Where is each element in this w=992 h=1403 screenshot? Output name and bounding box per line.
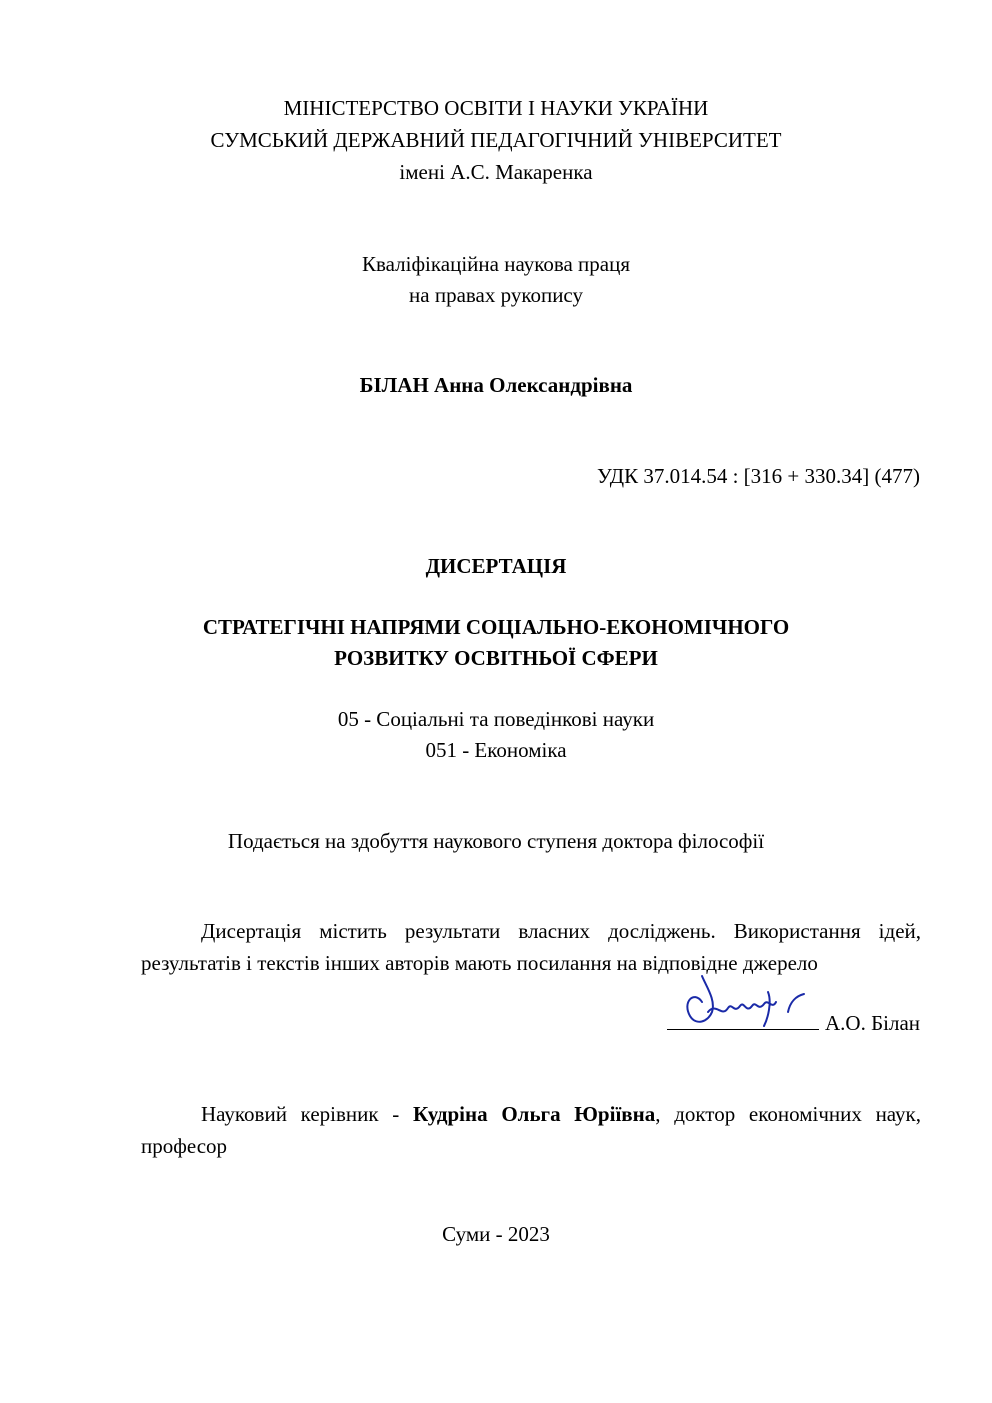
degree-statement: Подається на здобуття наукового ступеня доктора філософії bbox=[227, 829, 765, 853]
originality-statement: Дисертація містить результати власних досліджень. Використання ідей, результатів і текстів інших авторів мають посилання на відповідне джерело bbox=[141, 919, 921, 975]
work-status-line2: на правах рукопису bbox=[409, 283, 583, 307]
supervisor-credentials: , доктор економічних наук, професор bbox=[141, 1102, 922, 1158]
dissertation-title-line1: СТРАТЕГІЧНІ НАПРЯМИ СОЦІАЛЬНО-ЕКОНОМІЧНОГО bbox=[202, 615, 790, 639]
udc-code: УДК 37.014.54 : [316 + 330.34] (477) bbox=[597, 464, 920, 488]
author-name: БІЛАН Анна Олександрівна bbox=[359, 373, 633, 397]
place-and-year: Суми - 2023 bbox=[442, 1222, 550, 1246]
dissertation-title-line2: РОЗВИТКУ ОСВІТНЬОЇ СФЕРИ bbox=[334, 646, 658, 670]
supervisor-statement bbox=[141, 1098, 921, 1162]
specialty-code: 051 - Економіка bbox=[425, 738, 567, 762]
supervisor-label: Науковий керівник - bbox=[201, 1102, 413, 1126]
signer-name: А.О. Білан bbox=[824, 1011, 920, 1035]
document-type: ДИСЕРТАЦІЯ bbox=[425, 554, 567, 578]
supervisor-name: Кудріна Ольга Юріївна bbox=[413, 1102, 656, 1126]
specialty-field: 05 - Соціальні та поведінкові науки bbox=[337, 707, 655, 731]
ministry-name: МІНІСТЕРСТВО ОСВІТИ І НАУКИ УКРАЇНИ bbox=[283, 96, 709, 120]
author-signature-block bbox=[667, 1007, 920, 1039]
university-named-after: імені А.С. Макаренка bbox=[399, 160, 593, 184]
university-name: СУМСЬКИЙ ДЕРЖАВНИЙ ПЕДАГОГІЧНИЙ УНІВЕРСИТЕТ bbox=[210, 128, 782, 152]
signature-line bbox=[667, 1007, 819, 1030]
work-status-line1: Кваліфікаційна наукова праця bbox=[361, 252, 631, 276]
